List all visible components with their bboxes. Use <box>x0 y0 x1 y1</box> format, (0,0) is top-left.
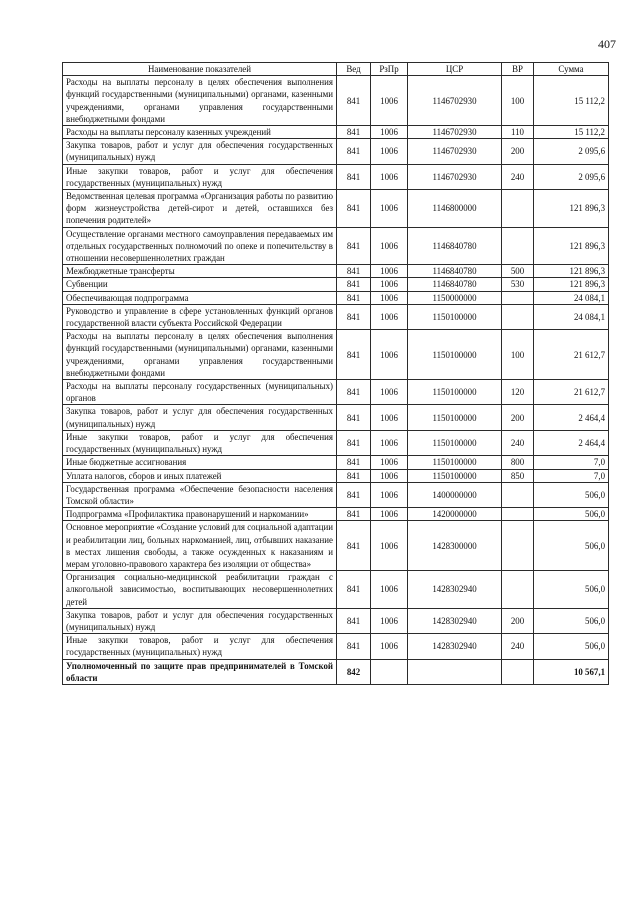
row-name: Уплата налогов, сборов и иных платежей <box>63 469 337 482</box>
row-csr: 1428302940 <box>408 571 502 609</box>
row-csr: 1146840780 <box>408 227 502 265</box>
row-name: Иные закупки товаров, работ и услуг для обеспечения государственных (муниципальных) нужд <box>63 164 337 189</box>
table-row <box>63 469 609 482</box>
row-vr <box>502 291 534 304</box>
row-name: Закупка товаров, работ и услуг для обеспечения государственных (муниципальных) нужд <box>63 405 337 430</box>
row-rzpr: 1006 <box>371 508 408 521</box>
row-name: Ведомственная целевая программа «Организация работы по развитию форм жизнеустройства детей-сирот и детей, оставшихся без попечения родителей» <box>63 190 337 228</box>
row-sum: 2 095,6 <box>534 164 609 189</box>
row-csr: 1150100000 <box>408 456 502 469</box>
table-row <box>63 139 609 164</box>
row-name: Субвенции <box>63 278 337 291</box>
row-ved: 841 <box>337 330 371 380</box>
row-vr <box>502 521 534 571</box>
row-sum: 121 896,3 <box>534 190 609 228</box>
row-sum: 121 896,3 <box>534 227 609 265</box>
row-ved: 842 <box>337 659 371 684</box>
row-csr: 1400000000 <box>408 482 502 507</box>
row-rzpr <box>371 659 408 684</box>
row-name: Основное мероприятие «Создание условий для социальной адаптации и реабилитации лиц, больных наркоманией, лиц, отбывших наказание в местах лишения свободы, а также осужденных к наказаниям и мерам уголовно-правового характера без изоляции от общества» <box>63 521 337 571</box>
row-sum: 506,0 <box>534 571 609 609</box>
row-ved: 841 <box>337 190 371 228</box>
row-vr: 530 <box>502 278 534 291</box>
table-row <box>63 330 609 380</box>
row-csr: 1150100000 <box>408 469 502 482</box>
row-vr: 500 <box>502 265 534 278</box>
table-row <box>63 634 609 659</box>
row-sum: 506,0 <box>534 608 609 633</box>
table-row <box>63 482 609 507</box>
table-row <box>63 76 609 126</box>
table-row <box>63 508 609 521</box>
row-vr: 100 <box>502 330 534 380</box>
table-row <box>63 291 609 304</box>
row-name: Расходы на выплаты персоналу казенных учреждений <box>63 126 337 139</box>
row-ved: 841 <box>337 380 371 405</box>
row-sum: 24 084,1 <box>534 304 609 329</box>
row-rzpr: 1006 <box>371 469 408 482</box>
column-header-rzpr: РзПр <box>371 63 408 76</box>
row-sum: 506,0 <box>534 482 609 507</box>
budget-table <box>62 62 609 685</box>
row-csr: 1146840780 <box>408 278 502 291</box>
row-rzpr: 1006 <box>371 405 408 430</box>
row-ved: 841 <box>337 482 371 507</box>
table-row <box>63 227 609 265</box>
row-csr: 1146702930 <box>408 76 502 126</box>
row-ved: 841 <box>337 469 371 482</box>
row-vr <box>502 227 534 265</box>
row-rzpr: 1006 <box>371 456 408 469</box>
row-sum: 21 612,7 <box>534 380 609 405</box>
row-sum: 2 095,6 <box>534 139 609 164</box>
row-ved: 841 <box>337 430 371 455</box>
table-row <box>63 659 609 684</box>
row-rzpr: 1006 <box>371 608 408 633</box>
row-vr <box>502 482 534 507</box>
row-csr: 1146840780 <box>408 265 502 278</box>
row-rzpr: 1006 <box>371 571 408 609</box>
row-rzpr: 1006 <box>371 521 408 571</box>
row-ved: 841 <box>337 634 371 659</box>
row-rzpr: 1006 <box>371 265 408 278</box>
row-name: Расходы на выплаты персоналу государственных (муниципальных) органов <box>63 380 337 405</box>
row-ved: 841 <box>337 139 371 164</box>
row-sum: 10 567,1 <box>534 659 609 684</box>
row-sum: 2 464,4 <box>534 430 609 455</box>
row-csr: 1428302940 <box>408 608 502 633</box>
table-header-row <box>63 63 609 76</box>
row-csr: 1150100000 <box>408 430 502 455</box>
table-row <box>63 571 609 609</box>
row-vr: 800 <box>502 456 534 469</box>
row-name: Межбюджетные трансферты <box>63 265 337 278</box>
row-sum: 15 112,2 <box>534 126 609 139</box>
row-name: Обеспечивающая подпрограмма <box>63 291 337 304</box>
row-ved: 841 <box>337 456 371 469</box>
row-csr: 1150000000 <box>408 291 502 304</box>
row-ved: 841 <box>337 164 371 189</box>
row-ved: 841 <box>337 265 371 278</box>
table-row <box>63 126 609 139</box>
row-csr <box>408 659 502 684</box>
row-vr <box>502 304 534 329</box>
row-name: Государственная программа «Обеспечение безопасности населения Томской области» <box>63 482 337 507</box>
row-ved: 841 <box>337 571 371 609</box>
table-row <box>63 278 609 291</box>
row-name: Иные бюджетные ассигнования <box>63 456 337 469</box>
table-row <box>63 456 609 469</box>
row-ved: 841 <box>337 508 371 521</box>
row-name: Иные закупки товаров, работ и услуг для обеспечения государственных (муниципальных) нужд <box>63 634 337 659</box>
row-rzpr: 1006 <box>371 380 408 405</box>
row-name: Закупка товаров, работ и услуг для обеспечения государственных (муниципальных) нужд <box>63 608 337 633</box>
row-csr: 1150100000 <box>408 380 502 405</box>
row-csr: 1428302940 <box>408 634 502 659</box>
row-vr: 200 <box>502 139 534 164</box>
row-vr: 850 <box>502 469 534 482</box>
row-sum: 2 464,4 <box>534 405 609 430</box>
row-ved: 841 <box>337 227 371 265</box>
column-header-name: Наименование показателей <box>63 63 337 76</box>
row-name: Закупка товаров, работ и услуг для обеспечения государственных (муниципальных) нужд <box>63 139 337 164</box>
row-sum: 506,0 <box>534 634 609 659</box>
row-ved: 841 <box>337 405 371 430</box>
row-ved: 841 <box>337 608 371 633</box>
row-sum: 506,0 <box>534 508 609 521</box>
row-csr: 1420000000 <box>408 508 502 521</box>
row-ved: 841 <box>337 291 371 304</box>
row-vr: 120 <box>502 380 534 405</box>
row-csr: 1150100000 <box>408 330 502 380</box>
row-rzpr: 1006 <box>371 139 408 164</box>
row-rzpr: 1006 <box>371 291 408 304</box>
row-rzpr: 1006 <box>371 430 408 455</box>
table-row <box>63 304 609 329</box>
row-vr: 240 <box>502 430 534 455</box>
row-csr: 1146702930 <box>408 126 502 139</box>
table-row <box>63 608 609 633</box>
table-row <box>63 380 609 405</box>
row-sum: 7,0 <box>534 469 609 482</box>
row-vr <box>502 571 534 609</box>
row-sum: 121 896,3 <box>534 265 609 278</box>
row-vr <box>502 508 534 521</box>
table-row <box>63 405 609 430</box>
row-ved: 841 <box>337 278 371 291</box>
row-csr: 1150100000 <box>408 405 502 430</box>
row-rzpr: 1006 <box>371 164 408 189</box>
row-sum: 21 612,7 <box>534 330 609 380</box>
row-name: Иные закупки товаров, работ и услуг для обеспечения государственных (муниципальных) нужд <box>63 430 337 455</box>
row-rzpr: 1006 <box>371 227 408 265</box>
row-csr: 1146800000 <box>408 190 502 228</box>
column-header-ved: Вед <box>337 63 371 76</box>
row-name: Уполномоченный по защите прав предпринимателей в Томской области <box>63 659 337 684</box>
column-header-sum: Сумма <box>534 63 609 76</box>
row-csr: 1146702930 <box>408 164 502 189</box>
row-rzpr: 1006 <box>371 482 408 507</box>
row-name: Руководство и управление в сфере установленных функций органов государственной власти субъекта Российской Федерации <box>63 304 337 329</box>
column-header-csr: ЦСР <box>408 63 502 76</box>
row-csr: 1150100000 <box>408 304 502 329</box>
column-header-vr: ВР <box>502 63 534 76</box>
table-row <box>63 265 609 278</box>
row-rzpr: 1006 <box>371 330 408 380</box>
row-ved: 841 <box>337 304 371 329</box>
row-csr: 1146702930 <box>408 139 502 164</box>
table-row <box>63 190 609 228</box>
row-vr: 200 <box>502 405 534 430</box>
row-name: Организация социально-медицинской реабилитации граждан с алкогольной зависимостью, воспитывающих несовершеннолетних детей <box>63 571 337 609</box>
row-ved: 841 <box>337 76 371 126</box>
row-sum: 121 896,3 <box>534 278 609 291</box>
row-rzpr: 1006 <box>371 278 408 291</box>
row-vr <box>502 190 534 228</box>
table-row <box>63 164 609 189</box>
row-rzpr: 1006 <box>371 76 408 126</box>
row-sum: 506,0 <box>534 521 609 571</box>
page-number: 407 <box>598 37 616 51</box>
row-sum: 7,0 <box>534 456 609 469</box>
row-rzpr: 1006 <box>371 126 408 139</box>
row-vr: 240 <box>502 634 534 659</box>
row-ved: 841 <box>337 126 371 139</box>
row-rzpr: 1006 <box>371 634 408 659</box>
row-name: Осуществление органами местного самоуправления передаваемых им отдельных государственных полномочий по опеке и попечительству в отношении несовершеннолетних граждан <box>63 227 337 265</box>
row-rzpr: 1006 <box>371 190 408 228</box>
row-vr <box>502 659 534 684</box>
row-name: Расходы на выплаты персоналу в целях обеспечения выполнения функций государственными (муниципальными) органами, казенными учреждениями, органами управления государственными внебюджетными фондами <box>63 330 337 380</box>
row-name: Подпрограмма «Профилактика правонарушений и наркомании» <box>63 508 337 521</box>
row-vr: 110 <box>502 126 534 139</box>
row-ved: 841 <box>337 521 371 571</box>
table-row <box>63 521 609 571</box>
row-sum: 15 112,2 <box>534 76 609 126</box>
row-csr: 1428300000 <box>408 521 502 571</box>
row-vr: 100 <box>502 76 534 126</box>
row-sum: 24 084,1 <box>534 291 609 304</box>
table-row <box>63 430 609 455</box>
row-rzpr: 1006 <box>371 304 408 329</box>
row-vr: 200 <box>502 608 534 633</box>
row-name: Расходы на выплаты персоналу в целях обеспечения выполнения функций государственными (муниципальными) органами, казенными учреждениями, органами управления государственными внебюджетными фондами <box>63 76 337 126</box>
row-vr: 240 <box>502 164 534 189</box>
